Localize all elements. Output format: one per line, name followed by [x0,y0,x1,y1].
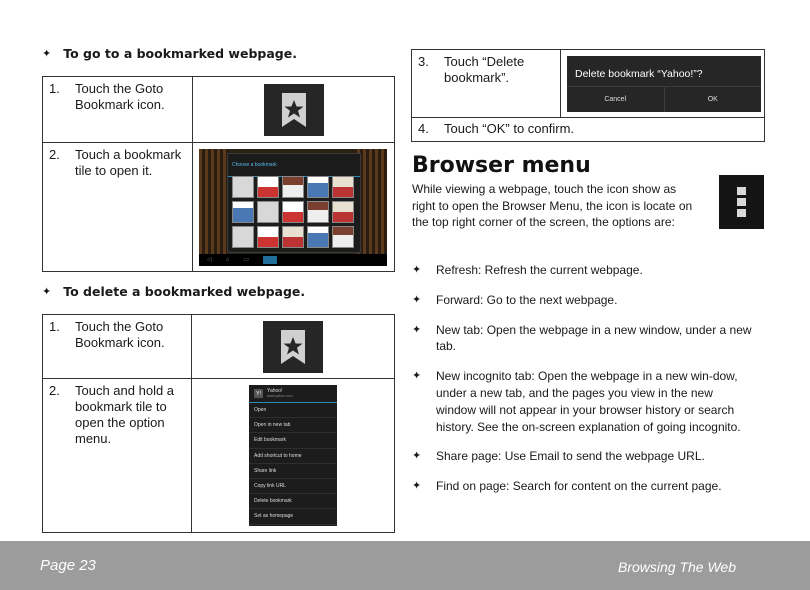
step-text: Touch and hold a bookmark tile to open the option menu. [75,383,175,446]
browser-menu-title: Browser menu [412,153,591,178]
delete-heading [42,284,305,299]
list-item: ✦ Share page: Use Email to send the webpage URL. [412,449,705,464]
bullet-icon: ✦ [42,47,52,60]
bullet-icon: ✦ [412,293,422,306]
bullet-icon: ✦ [412,323,422,336]
step-number: 2. [49,383,60,398]
browser-menu-intro: While viewing a webpage, touch the icon show as right to open the Browser Menu, the icon is locate on the top right corner of the screen, the options are: [412,182,693,229]
page-footer [0,541,810,590]
step-text: Touch “Delete bookmark”. [444,54,525,85]
bookmark-tile[interactable] [282,201,304,223]
bookmark-tile[interactable] [307,176,329,198]
cancel-button[interactable]: Cancel [604,95,627,103]
menu-item-delete-bookmark[interactable]: Delete bookmark [249,494,337,509]
step-number: 4. [418,121,429,136]
step-text: Touch a bookmark tile to open it. [75,147,182,178]
step-number: 1. [49,81,60,96]
delete-bookmark-dialog [567,56,761,112]
menu-item-edit-bookmark[interactable]: Edit bookmark [249,433,337,448]
list-item: ✦ Forward: Go to the next webpage. [412,292,618,307]
bookmark-tiles [232,176,354,248]
overflow-menu-icon [719,175,764,229]
menu-item-copy-link[interactable]: Copy link URL [249,479,337,494]
bookmark-tab-icon[interactable] [263,256,277,264]
bullet-icon: ✦ [412,480,422,493]
step-text: Touch the Goto Bookmark icon. [75,319,165,350]
step-text: Touch the Goto Bookmark icon. [75,81,165,112]
bookmark-tile[interactable] [232,201,254,223]
bookmark-tile[interactable] [257,201,279,223]
delete-heading-text: To delete a bookmarked webpage. [63,284,306,299]
bullet-icon: ✦ [42,285,52,298]
menu-item-set-homepage[interactable]: Set as homepage [249,509,337,524]
bookmark-tile[interactable] [232,226,254,248]
ok-button[interactable]: OK [664,87,762,112]
list-item: ✦ Find on page: Search for content on the current page. [412,479,722,494]
menu-item-share-link[interactable]: Share link [249,464,337,479]
bookmarks-screenshot [199,149,387,266]
bookmark-tile[interactable] [332,176,354,198]
goto-steps-table [42,76,395,272]
site-name: Yahoo! [267,388,283,394]
dialog-title: Choose a bookmark [228,154,360,177]
bullet-icon: ✦ [412,450,422,463]
bookmark-tile[interactable] [282,176,304,198]
menu-item-open[interactable]: Open [249,403,337,418]
bookmark-icon [263,321,323,373]
bookmark-tile[interactable] [332,226,354,248]
choose-bookmark-dialog [227,153,361,253]
bookmark-tile[interactable] [332,201,354,223]
delete-steps-table [42,314,395,533]
step-text: Touch “OK” to confirm. [444,121,575,136]
favicon-icon: Y! [254,389,263,398]
delete-steps-continued-table [411,49,765,142]
bookmark-icon [264,84,324,136]
recents-icon[interactable]: ▭ [243,257,249,263]
bookmark-tile[interactable] [257,176,279,198]
menu-item-add-shortcut[interactable]: Add shortcut to home [249,449,337,464]
bullet-icon: ✦ [412,264,422,276]
section-name: Browsing The Web [617,559,736,575]
back-icon[interactable]: ◁ [207,257,212,263]
list-item: ✦ New tab: Open the webpage in a new window, under a new tab. [412,322,752,354]
bookmark-tile[interactable] [307,201,329,223]
bookmark-context-menu [249,385,337,526]
android-nav-bar [199,254,387,266]
browser-menu-options [412,262,752,495]
site-url: www.yahoo.com [267,394,293,398]
context-menu-header [249,385,337,403]
delete-question: Delete bookmark “Yahoo!”? [575,68,703,80]
goto-heading-text: To go to a bookmarked webpage. [63,46,297,61]
page-number: Page 23 [40,557,96,574]
menu-item-open-new-tab[interactable]: Open in new tab [249,418,337,433]
step-number: 1. [49,319,60,334]
bookmark-tile[interactable] [307,226,329,248]
bookmark-tile[interactable] [257,226,279,248]
list-item: ✦ Refresh: Refresh the current webpage. [412,263,643,277]
step-number: 3. [418,54,429,69]
bookmark-tile[interactable] [232,176,254,198]
bookmark-tile[interactable] [282,226,304,248]
home-icon[interactable]: ⌂ [225,257,230,263]
list-item: ✦ New incognito tab: Open the webpage in a new win-dow, under a new tab, and the pages you view in the new window will not appear in your browser history or search history. See the on-screen explanation of going incognito. [412,369,741,434]
bullet-icon: ✦ [412,370,422,383]
goto-heading [42,46,297,61]
step-number: 2. [49,147,60,162]
